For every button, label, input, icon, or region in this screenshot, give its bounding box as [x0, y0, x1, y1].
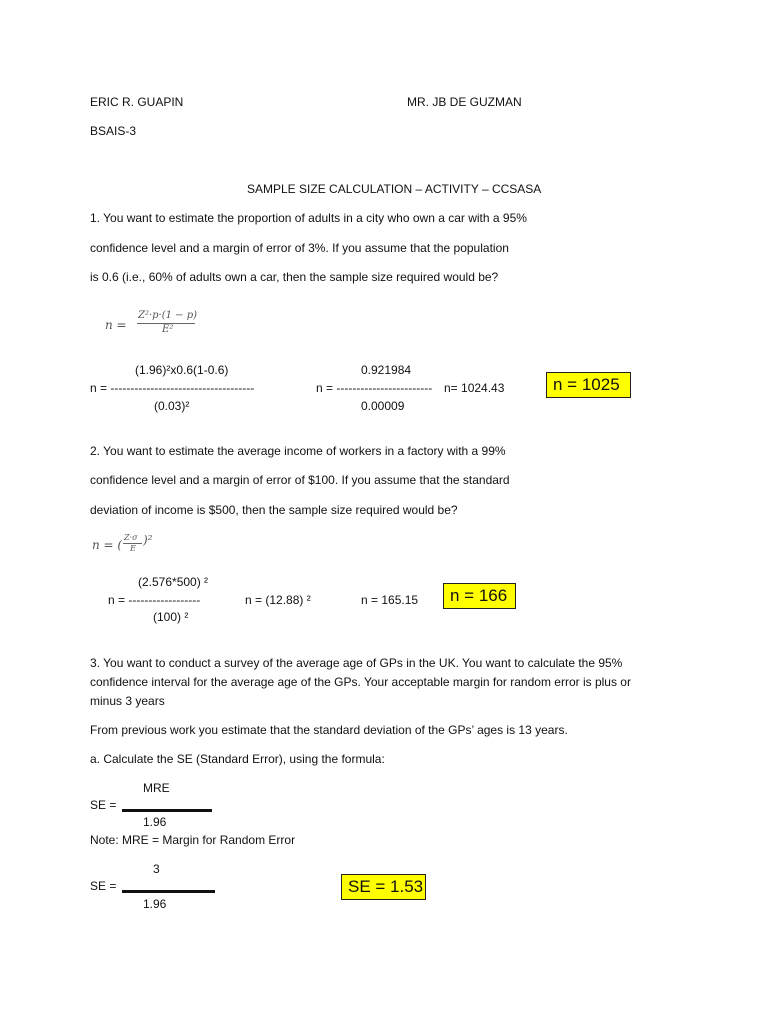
- q2-formula-numerator: Z·σ: [124, 533, 138, 542]
- q2-text-line2: confidence level and a margin of error of $100. If you assume that the standard: [90, 473, 510, 487]
- q2-calc-denominator: (100) ²: [153, 610, 189, 624]
- q1-calc2-numerator: 0.921984: [361, 363, 412, 377]
- q3-se2-label: SE =: [90, 879, 117, 893]
- q3-se-fraction-bar: [122, 809, 212, 812]
- q1-text-line2: confidence level and a margin of error of 3%. If you assume that the population: [90, 241, 509, 255]
- q1-calc2-result: n= 1024.43: [444, 381, 505, 395]
- q1-calc2-fraction: n = ------------------------: [316, 381, 433, 395]
- q2-text-line1: 2. You want to estimate the average income of workers in a factory with a 99%: [90, 444, 506, 458]
- q3-text-line3: minus 3 years: [90, 694, 165, 708]
- q3-note: Note: MRE = Margin for Random Error: [90, 833, 296, 847]
- q1-calc2-denominator: 0.00009: [361, 399, 405, 413]
- q1-text-line1: 1. You want to estimate the proportion of adults in a city who own a car with a 95%: [90, 211, 527, 225]
- q3-se-label: SE =: [90, 798, 117, 812]
- q2-formula-lhs: n = (: [92, 538, 123, 552]
- q1-calc-fraction: n = ------------------------------------: [90, 381, 255, 395]
- q3-se2-fraction-bar: [122, 890, 215, 893]
- q3-text-line1: 3. You want to conduct a survey of the average age of GPs in the UK. You want to calculate the 95%: [90, 656, 623, 670]
- q2-calc-fraction: n = ------------------: [108, 593, 201, 607]
- q3-text-line2: confidence interval for the average age of the GPs. Your acceptable margin for random error is plus or: [90, 675, 631, 689]
- q2-formula-rhs: )²: [143, 533, 153, 547]
- teacher-name: MR. JB DE GUZMAN: [407, 95, 522, 109]
- q2-text-line3: deviation of income is $500, then the sample size required would be?: [90, 503, 458, 517]
- q2-calc-numerator: (2.576*500) ²: [138, 575, 209, 589]
- q3-se2-numerator: 3: [153, 862, 160, 876]
- q3-answer-highlight: SE = 1.53: [341, 874, 426, 900]
- q1-calc-denominator: (0.03)²: [154, 399, 190, 413]
- page-title: SAMPLE SIZE CALCULATION – ACTIVITY – CCSASA: [247, 182, 542, 196]
- q2-formula-denominator: E: [130, 544, 136, 553]
- q3-se2-denominator: 1.96: [143, 897, 167, 911]
- q3-se-numerator: MRE: [143, 781, 170, 795]
- q1-formula-lhs: n =: [105, 318, 127, 332]
- q3-se-denominator: 1.96: [143, 815, 167, 829]
- q1-text-line3: is 0.6 (i.e., 60% of adults own a car, then the sample size required would be?: [90, 270, 499, 284]
- student-name: ERIC R. GUAPIN: [90, 95, 184, 109]
- q1-calc-numerator: (1.96)²x0.6(1-0.6): [135, 363, 229, 377]
- section-label: BSAIS-3: [90, 124, 137, 138]
- q3-part-a: a. Calculate the SE (Standard Error), using the formula:: [90, 752, 385, 766]
- q2-answer-highlight: n = 166: [443, 583, 516, 609]
- q1-formula-numerator: Z²·p·(1 − p): [138, 310, 198, 321]
- q1-formula-denominator: E²: [162, 324, 174, 335]
- q2-calc-result: n = 165.15: [361, 593, 419, 607]
- q3-text-line4: From previous work you estimate that the standard deviation of the GPs’ ages is 13 years.: [90, 723, 568, 737]
- q2-calc-step: n = (12.88) ²: [245, 593, 311, 607]
- q1-answer-highlight: n = 1025: [546, 372, 631, 398]
